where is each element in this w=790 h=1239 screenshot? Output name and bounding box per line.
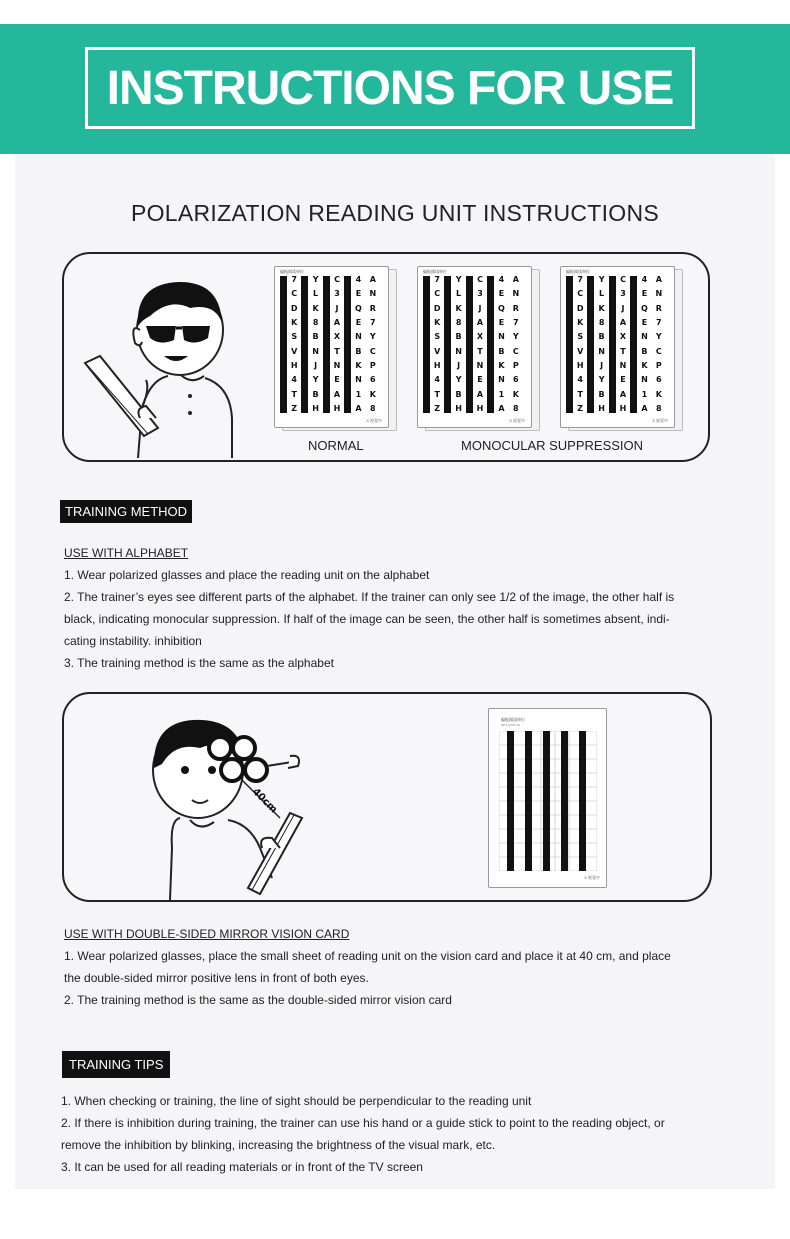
letter: E xyxy=(477,375,483,385)
card-letter-columns xyxy=(423,276,523,413)
letter-column xyxy=(308,276,322,413)
letter: E xyxy=(641,317,648,327)
letter: V xyxy=(291,346,298,356)
letter: C xyxy=(477,275,483,284)
polarized-bar xyxy=(587,276,594,413)
letter: K xyxy=(598,303,605,313)
letter: 7 xyxy=(291,275,297,284)
letter: P xyxy=(512,360,519,370)
letter: Q xyxy=(355,303,362,313)
letter: N xyxy=(369,289,377,299)
letter: 1 xyxy=(498,389,505,399)
letter: K xyxy=(512,389,519,399)
letter: N xyxy=(455,346,462,356)
letter: H xyxy=(455,403,462,413)
polarized-bar xyxy=(301,276,308,413)
letter: Y xyxy=(512,332,519,342)
letter: R xyxy=(369,303,376,313)
letter: S xyxy=(577,332,584,342)
letter-column xyxy=(366,276,380,413)
letter: K xyxy=(355,360,362,370)
letter: E xyxy=(334,375,340,385)
letter-column xyxy=(637,276,651,413)
letter: D xyxy=(290,303,298,313)
letter-column xyxy=(616,276,630,413)
letter: N xyxy=(476,360,484,370)
letter: Y xyxy=(455,275,462,284)
letter: N xyxy=(641,375,648,385)
polarized-bar xyxy=(323,276,330,413)
letter: A xyxy=(641,403,648,413)
person-lens-illustration xyxy=(140,708,310,900)
letter: A xyxy=(333,317,341,327)
letter: T xyxy=(620,346,626,356)
text-line: 3. It can be used for all reading materials or in front of the TV screen xyxy=(61,1160,423,1174)
letter: N xyxy=(498,375,505,385)
letter: 6 xyxy=(656,375,662,385)
letter-column xyxy=(494,276,508,413)
letter: Z xyxy=(577,403,584,413)
header-banner xyxy=(0,24,790,154)
polarized-bar xyxy=(344,276,351,413)
letter: 6 xyxy=(513,375,519,385)
letter: H xyxy=(433,360,441,370)
letter: K xyxy=(498,360,505,370)
letter: B xyxy=(598,389,605,399)
letter: T xyxy=(577,389,583,399)
text-line: 1. Wear polarized glasses and place the reading unit on the alphabet xyxy=(64,568,430,582)
letter: 4 xyxy=(577,375,583,385)
letter: 8 xyxy=(513,403,519,413)
letter: E xyxy=(620,375,626,385)
card-title: 偏振阅读单位 xyxy=(423,269,447,274)
letter: B xyxy=(455,332,462,342)
letter: J xyxy=(457,360,461,370)
letter: C xyxy=(577,289,584,299)
vision-grid-card xyxy=(488,708,607,888)
letter: R xyxy=(512,303,519,313)
letter: 7 xyxy=(370,317,376,327)
reading-card-normal xyxy=(274,266,389,428)
letter: 7 xyxy=(577,275,583,284)
card-footer: X 视觉中 xyxy=(652,418,668,423)
letter-column xyxy=(287,276,301,413)
letter: K xyxy=(434,317,441,327)
letter: H xyxy=(598,403,605,413)
letter: 8 xyxy=(312,317,319,327)
text-line: 1. Wear polarized glasses, place the small sheet of reading unit on the vision card and place it at 40 cm, and place xyxy=(64,949,671,963)
letter: H xyxy=(619,403,627,413)
letter: N xyxy=(498,332,505,342)
card-letter-columns xyxy=(566,276,666,413)
letter: N xyxy=(641,332,648,342)
card-title: 偏振阅读单位 xyxy=(566,269,590,274)
letter: K xyxy=(641,360,648,370)
letter: 7 xyxy=(434,275,440,284)
card-footer: X 视觉中 xyxy=(366,418,382,423)
letter: L xyxy=(456,289,462,299)
letter: 8 xyxy=(370,403,376,413)
text-line: 1. When checking or training, the line of sight should be perpendicular to the reading unit xyxy=(61,1094,532,1108)
training-method-tag: TRAINING METHOD xyxy=(60,500,192,523)
polarized-bar xyxy=(487,276,494,413)
letter: X xyxy=(333,332,341,342)
letter: X xyxy=(476,332,484,342)
text-line: remove the inhibition by blinking, increasing the brightness of the visual mark, etc. xyxy=(61,1138,496,1152)
training-tips-tag: TRAINING TIPS xyxy=(62,1051,170,1078)
card-footer: X 视觉中 xyxy=(584,875,600,880)
letter: T xyxy=(334,346,340,356)
letter: E xyxy=(355,289,362,299)
label-monocular-suppression: MONOCULAR SUPPRESSION xyxy=(461,438,644,453)
letter: Y xyxy=(312,375,319,385)
letter: A xyxy=(619,317,627,327)
letter: N xyxy=(333,360,341,370)
letter: T xyxy=(477,346,483,356)
reading-card-monocular-left xyxy=(417,266,532,428)
letter: A xyxy=(476,317,484,327)
letter: H xyxy=(476,403,484,413)
letter: Q xyxy=(641,303,648,313)
letter: H xyxy=(312,403,319,413)
letter: 6 xyxy=(370,375,376,385)
letter: J xyxy=(600,360,604,370)
polarized-bar xyxy=(630,276,637,413)
letter: X xyxy=(619,332,627,342)
letter: D xyxy=(576,303,584,313)
letter: B xyxy=(312,332,319,342)
polarized-bar xyxy=(280,276,287,413)
card-footer: X 视觉中 xyxy=(509,418,525,423)
letter: 1 xyxy=(355,389,362,399)
letter-column xyxy=(451,276,465,413)
mirror-instructions xyxy=(64,945,754,1011)
letter: K xyxy=(369,389,376,399)
letter: C xyxy=(434,289,441,299)
header-frame xyxy=(85,47,695,129)
letter-column xyxy=(594,276,608,413)
polarized-bar xyxy=(466,276,473,413)
letter-column xyxy=(430,276,444,413)
page-title: INSTRUCTIONS FOR USE xyxy=(106,61,674,115)
letter: N xyxy=(655,289,663,299)
grid-bars xyxy=(499,731,597,871)
letter: P xyxy=(655,360,662,370)
letter: E xyxy=(498,289,505,299)
text-line: 2. The trainer’s eyes see different parts of the alphabet. If the trainer can only see 1/2 of the image, the other half is xyxy=(64,590,675,604)
letter: E xyxy=(641,289,648,299)
letter: 7 xyxy=(656,317,662,327)
section-title: POLARIZATION READING UNIT INSTRUCTIONS xyxy=(130,200,660,226)
text-line: the double-sided mirror positive lens in front of both eyes. xyxy=(64,971,369,985)
letter: 3 xyxy=(477,289,483,299)
letter: Z xyxy=(291,403,298,413)
letter: N xyxy=(598,346,605,356)
letter: A xyxy=(512,275,519,284)
letter: C xyxy=(334,275,340,284)
letter: C xyxy=(512,346,519,356)
letter: K xyxy=(291,317,298,327)
letter: A xyxy=(333,389,341,399)
letter-column xyxy=(473,276,487,413)
text-line: 2. If there is inhibition during training, the trainer can use his hand or a guide stick to point to the reading object, or xyxy=(61,1116,665,1130)
letter: E xyxy=(498,317,505,327)
letter: K xyxy=(455,303,462,313)
text-line: 2. The training method is the same as the double-sided mirror vision card xyxy=(64,993,452,1007)
letter: N xyxy=(512,289,520,299)
letter: C xyxy=(620,275,626,284)
letter: P xyxy=(369,360,376,370)
person-sunglasses-illustration xyxy=(80,268,265,458)
letter: N xyxy=(312,346,319,356)
letter: K xyxy=(655,389,662,399)
letter: A xyxy=(369,275,376,284)
letter: N xyxy=(355,332,362,342)
letter: H xyxy=(333,403,341,413)
letter: D xyxy=(433,303,441,313)
letter: R xyxy=(655,303,662,313)
letter: H xyxy=(290,360,298,370)
label-normal: NORMAL xyxy=(308,438,364,453)
letter: H xyxy=(576,360,584,370)
letter: V xyxy=(577,346,584,356)
letter: A xyxy=(655,275,662,284)
letter: 8 xyxy=(656,403,662,413)
letter: B xyxy=(498,346,505,356)
card-title: 偏振阅读单位 xyxy=(501,717,525,722)
letter: J xyxy=(314,360,318,370)
letter: Y xyxy=(312,275,319,284)
letter-column xyxy=(652,276,666,413)
letter: Y xyxy=(655,332,662,342)
letter: Y xyxy=(598,275,605,284)
letter: 3 xyxy=(334,289,340,299)
polarized-bar xyxy=(423,276,430,413)
letter: Y xyxy=(369,332,376,342)
letter: Y xyxy=(455,375,462,385)
text-line: 3. The training method is the same as the alphabet xyxy=(64,656,334,670)
alphabet-heading: USE WITH ALPHABET xyxy=(64,546,189,560)
letter: Z xyxy=(434,403,441,413)
letter: L xyxy=(599,289,605,299)
alphabet-instructions xyxy=(64,564,754,674)
polarized-bar xyxy=(444,276,451,413)
letter: 1 xyxy=(641,389,648,399)
card-title: 偏振阅读单位 xyxy=(280,269,304,274)
letter: 4 xyxy=(498,275,505,284)
training-tips xyxy=(61,1090,761,1178)
letter-column xyxy=(573,276,587,413)
letter: C xyxy=(369,346,376,356)
letter: K xyxy=(312,303,319,313)
letter-column xyxy=(509,276,523,413)
letter: V xyxy=(434,346,441,356)
letter: A xyxy=(498,403,505,413)
letter: J xyxy=(478,303,482,313)
letter: Q xyxy=(498,303,505,313)
card-code: OPT-AAST-10 xyxy=(501,723,521,727)
letter: 4 xyxy=(641,275,648,284)
letter: A xyxy=(355,403,362,413)
letter: B xyxy=(641,346,648,356)
letter-column xyxy=(351,276,365,413)
text-line: cating instability. inhibition xyxy=(64,634,202,648)
letter-column xyxy=(330,276,344,413)
letter: 4 xyxy=(355,275,362,284)
letter: A xyxy=(476,389,484,399)
letter: 8 xyxy=(598,317,605,327)
text-line: black, indicating monocular suppression. If half of the image can be seen, the other half is sometimes absent, indi- xyxy=(64,612,670,626)
letter: T xyxy=(434,389,440,399)
letter: S xyxy=(291,332,298,342)
letter: E xyxy=(355,317,362,327)
mirror-heading: USE WITH DOUBLE-SIDED MIRROR VISION CARD xyxy=(64,927,350,941)
letter: L xyxy=(313,289,319,299)
letter: A xyxy=(619,389,627,399)
letter: B xyxy=(312,389,319,399)
letter: K xyxy=(577,317,584,327)
letter: 4 xyxy=(291,375,297,385)
letter: B xyxy=(598,332,605,342)
letter: T xyxy=(291,389,297,399)
letter: S xyxy=(434,332,441,342)
letter: 3 xyxy=(620,289,626,299)
letter: N xyxy=(355,375,362,385)
letter: N xyxy=(619,360,627,370)
letter: 8 xyxy=(455,317,462,327)
letter: B xyxy=(355,346,362,356)
letter: B xyxy=(455,389,462,399)
reading-card-monocular-right xyxy=(560,266,675,428)
letter: 7 xyxy=(513,317,519,327)
card-letter-columns xyxy=(280,276,380,413)
letter: J xyxy=(621,303,625,313)
letter: J xyxy=(335,303,339,313)
distance-label: 40cm xyxy=(249,786,280,816)
polarized-bar xyxy=(609,276,616,413)
letter: C xyxy=(655,346,662,356)
letter: Y xyxy=(598,375,605,385)
letter: C xyxy=(291,289,298,299)
letter: 4 xyxy=(434,375,440,385)
polarized-bar xyxy=(566,276,573,413)
